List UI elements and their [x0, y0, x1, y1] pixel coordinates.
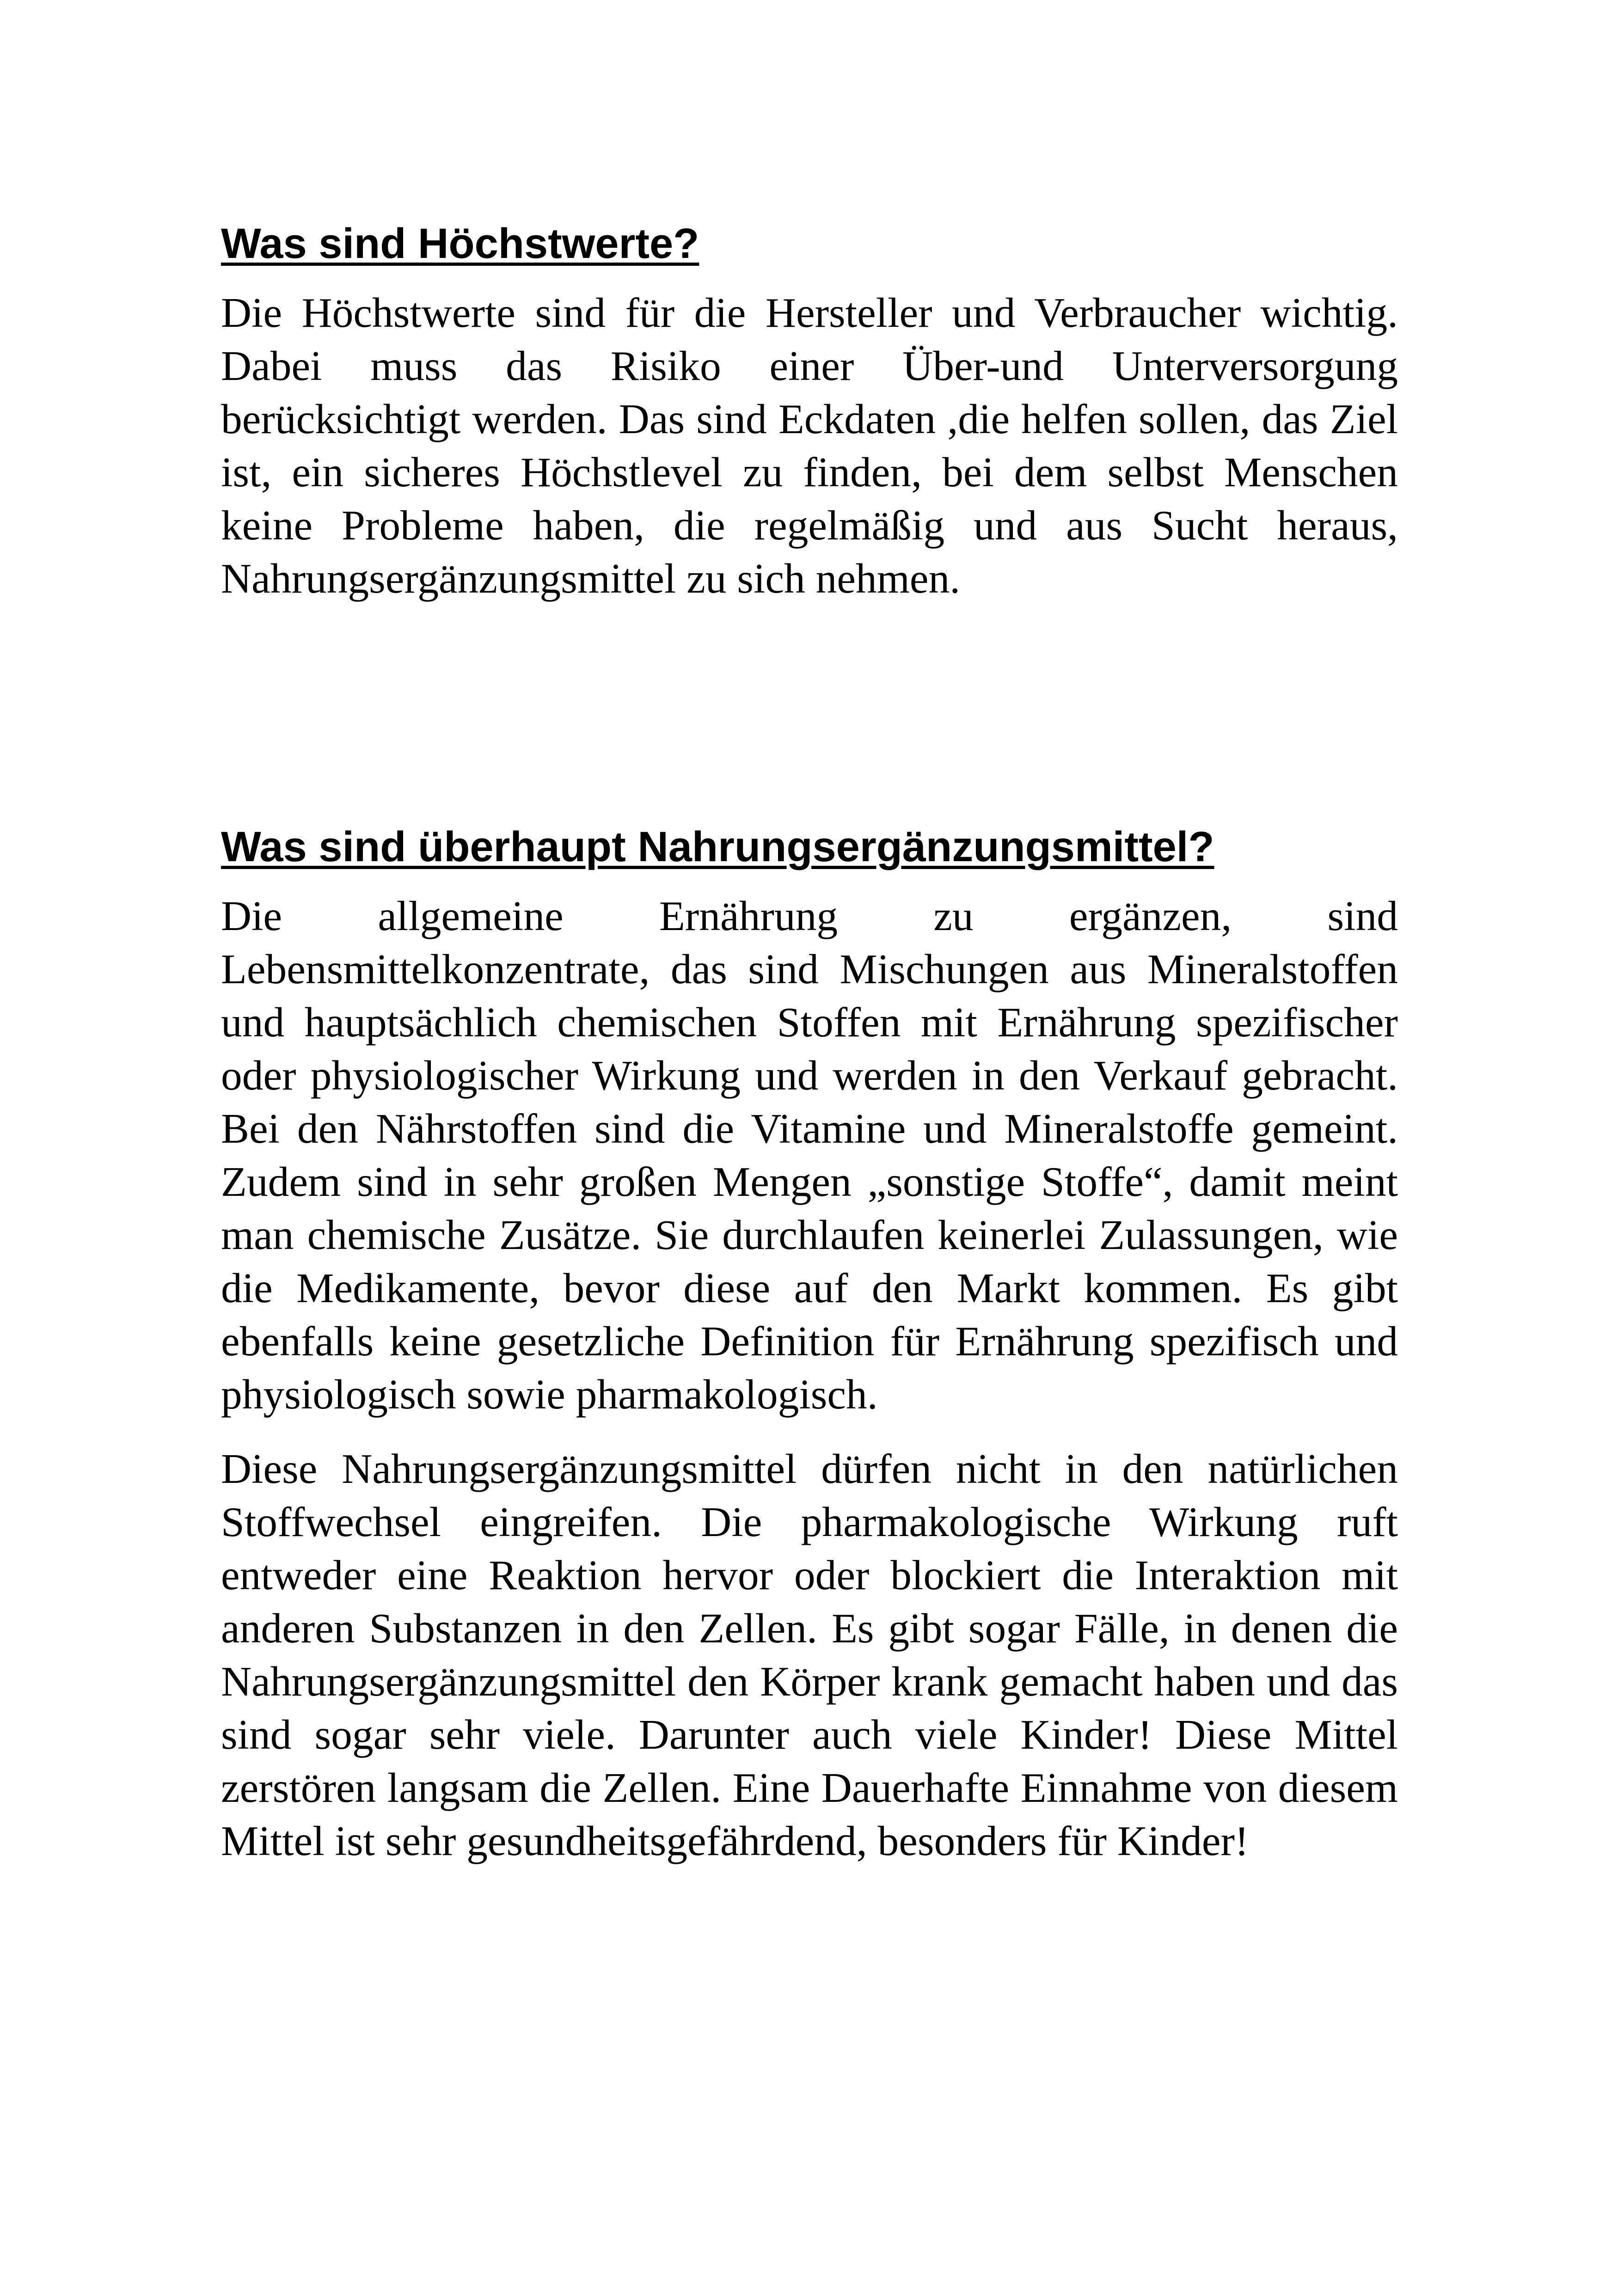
paragraph-hoechstwerte: Die Höchstwerte sind für die Hersteller und Verbraucher wichtig. Dabei muss das Risiko einer Über-und Unterversorgung berücksichtigt werden. Das sind Eckdaten ,die helfen sollen, das Ziel ist, ein sicheres Höchstlevel zu finden, bei dem selbst Menschen keine Probleme haben, die regelmäßig und aus Sucht heraus, Nahrungsergänzungsmittel zu sich nehmen.	[221, 289, 1398, 602]
section-heading-hoechstwerte: Was sind Höchstwerte?	[221, 220, 699, 267]
section-heading-nahrungsergaenzungsmittel: Was sind überhaupt Nahrungsergänzungsmittel?	[221, 823, 1214, 870]
document-content	[221, 217, 1398, 1867]
paragraph-definition: Die allgemeine Ernährung zu ergänzen, sind Lebensmittelkonzentrate, das sind Mischungen aus Mineralstoffen und hauptsächlich chemischen Stoffen mit Ernährung spezifischer oder physiologischer Wirkung und werden in den Verkauf gebracht. Bei den Nährstoffen sind die Vitamine und Mineralstoffe gemeint. Zudem sind in sehr großen Mengen „sonstige Stoffe“, damit meint man chemische Zusätze. Sie durchlaufen keinerlei Zulassungen, wie die Medikamente, bevor diese auf den Markt kommen. Es gibt ebenfalls keine gesetzliche Definition für Ernährung spezifisch und physiologisch sowie pharmakologisch.	[221, 892, 1398, 1418]
paragraph-wirkung: Diese Nahrungsergänzungsmittel dürfen nicht in den natürlichen Stoffwechsel eingreifen. Die pharmakologische Wirkung ruft entweder eine Reaktion hervor oder blockiert die Interaktion mit anderen Substanzen in den Zellen. Es gibt sogar Fälle, in denen die Nahrungsergänzungsmittel den Körper krank gemacht haben und das sind sogar sehr viele. Darunter auch viele Kinder! Diese Mittel zerstören langsam die Zellen. Eine Dauerhafte Einnahme von diesem Mittel ist sehr gesundheitsgefährdend, besonders für Kinder!	[221, 1445, 1398, 1864]
